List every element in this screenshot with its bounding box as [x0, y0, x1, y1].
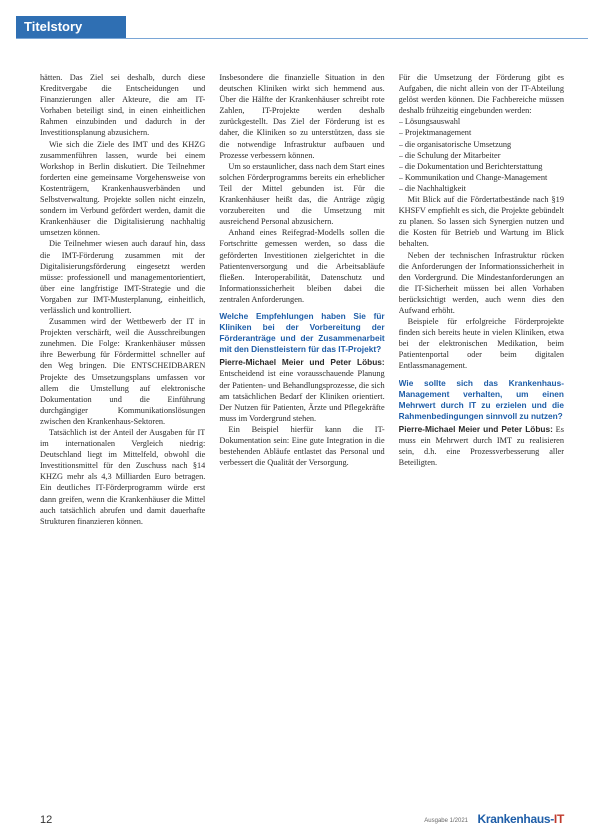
paragraph: Insbesondere die finanzielle Situation in den deutschen Kliniken wirkt sich hemmend aus. Über die Hälfte der Krankenhäuser schreibt rote Zahlen, IT-Projekte werden deshalb zurückgestellt. Das Ziel der Förderung ist es daher, die Kliniken so zu unterstützen, dass sie die notwendige Infrastruktur aufbauen und Prozesse verbessern können. [219, 73, 385, 160]
list-item: – die Dokumentation und Berichterstattung [399, 161, 564, 172]
column-1 [40, 72, 205, 794]
list-item: – Projektmanagement [399, 127, 564, 138]
paragraph: Die Teilnehmer wiesen auch darauf hin, dass die IMT-Förderung zusammen mit der Digitalisierungsförderung eingesetzt werden müsse: professionell und managementorientiert, über eine langfristige IMT-Strategie und die Vorgaben zur IMT-Musterplanung, einheitlich, verlässlich und kontrolliert. [40, 239, 206, 315]
page-number: 12 [40, 814, 53, 826]
paragraph: Beispiele für erfolgreiche Förderprojekte finden sich bereits heute in vielen Kliniken, etwa bei der elektronischen Medikation, beim Patientenportal oder beim digitalen Entlassmanagement. [398, 317, 564, 371]
paragraph: Anhand eines Reifegrad-Modells sollen die Fortschritte gemessen werden, so dass die geförderten Investitionen zielgerichtet in die Patientenversorgung und die Arbeitsabläufe fließen. Interoperabilität, Datenschutz und Informationssicherheit bleiben dabei die zentralen Anforderungen. [219, 228, 385, 304]
list-item: – die Nachhaltigkeit [399, 183, 564, 194]
column-3 [399, 72, 564, 794]
paragraph: Ein Beispiel hierfür kann die IT-Dokumentation sein: Eine gute Integration in die bestehenden Abläufe entlastet das Personal und verbessert die Qualität der Versorgung. [219, 424, 385, 468]
paragraph: Tatsächlich ist der Anteil der Ausgaben für IT im internationalen Vergleich niedrig: Deutschland liegt im Mittelfeld, obwohl die Investitionsmittel für den Zuschuss nach §14 KHZG mehr als 4,3 Milliarden Euro betragen. Ein deutliches IT-Förderprogramm würde erst dann greifen, wenn die Krankenhäuser die Mittel auch tatsächlich abrufen und damit dauerhafte Strukturen finanzieren können. [40, 428, 206, 526]
header-rule [16, 38, 588, 39]
paragraph: Neben der technischen Infrastruktur rücken die Anforderungen der Informationssicherheit in den Vordergrund. Die Mindestanforderungen an die IT-Sicherheit müssen bei allen Vorhaben berücksichtigt werden, auch wenn dies den Aufwand erhöht. [398, 250, 564, 315]
list-item: – Kommunikation und Change-Management [399, 172, 564, 183]
paragraph: Wie sich die Ziele des IMT und des KHZG zusammenführen lassen, wurde bei einem Workshop in Berlin diskutiert. Die Teilnehmer forderten eine gemeinsame Vorgehensweise von Kostenträgern, Krankenhausverbänden und Selbstverwaltung. Projekte sollen nicht einzeln, sondern im Verbund gefördert werden, damit die Krankenhäuser die Digitalisierung nachhaltig umsetzen können. [40, 139, 206, 238]
task-list [399, 116, 564, 194]
magazine-it: IT [553, 812, 564, 826]
magazine-logo [478, 812, 565, 826]
answer-text: Es muss ein Mehrwert durch IMT zu realisieren sein, d.h. eine Prozessverbesserung aller Beteiligten. [398, 424, 564, 468]
list-item: – die organisatorische Umsetzung [399, 139, 564, 150]
column-2 [219, 72, 384, 794]
speaker-name: Pierre-Michael Meier und Peter Löbus: [398, 423, 553, 434]
list-item: – die Schulung der Mitarbeiter [399, 150, 564, 161]
speaker-name: Pierre-Michael Meier und Peter Löbus: [219, 357, 385, 368]
page-footer [40, 812, 564, 832]
magazine-name: Krankenhaus- [477, 812, 554, 826]
article-columns [40, 72, 564, 794]
answer-text: Entscheidend ist eine vorausschauende Planung der Patienten- und Behandlungsprozesse, die sich am tatsächlichen Bedarf der Kliniken orientiert. Der Nutzen für Patienten, Ärzte und Pflegekräfte muss im Vordergrund stehen. [219, 369, 385, 423]
interview-question: Wie sollte sich das Krankenhaus-Management verhalten, um einen Mehrwert durch IT zu erzielen und die Rahmenbedingungen sinnvoll zu nutzen? [398, 377, 564, 421]
section-tab: Titelstory [16, 16, 126, 38]
paragraph: Zusammen wird der Wettbewerb der IT in Projekten verschärft, weil die Ausschreibungen zunehmen. Die Folge: Krankenhäuser müssen ihre Bewerbung für Fördermittel schneller auf den Weg bringen. Die ENTSCHEIDBAREN Projekte des Umsetzungsplans umfassen vor allem die Umstellung auf elektronische Dokumentation und die Einführung durchgängiger Kommunikationslösungen zwischen den Krankenhaus-Sektoren. [40, 317, 206, 426]
interview-answer [219, 357, 384, 424]
issue-label: Ausgabe 1/2021 [424, 818, 468, 824]
paragraph: hätten. Das Ziel sei deshalb, durch diese Kreditvergabe die Entscheidungen und Finanzierungen aller Akteure, die am IT-Vorhaben beteiligt sind, in einen einheitlichen Rahmen einzubinden und dadurch in der Investitionsplanung abzusichern. [40, 73, 206, 138]
paragraph: Um so erstaunlicher, dass nach dem Start eines solchen Förderprogramms bereits ein erheblicher Teil der Mittel gebunden ist. Für die Krankenhäuser heißt das, die Anträge zügig vorzubereiten und die Umsetzung mit ausreichend Personal abzusichern. [219, 161, 385, 227]
paragraph: Mit Blick auf die Fördertatbestände nach §19 KHSFV empfiehlt es sich, die Projekte gebündelt zu planen. So lassen sich Synergien nutzen und die Kosten für Betrieb und Wartung im Blick behalten. [398, 195, 564, 249]
paragraph: Für die Umsetzung der Förderung gibt es Aufgaben, die nicht allein von der IT-Abteilung gelöst werden können. Die Fachbereiche müssen deshalb frühzeitig eingebunden werden: [398, 73, 564, 116]
interview-answer [399, 424, 564, 468]
list-item: – Lösungsauswahl [399, 116, 564, 127]
interview-question: Welche Empfehlungen haben Sie für Kliniken bei der Vorbereitung der Förderanträge und der Zusammenarbeit mit den Dienstleistern für das IT-Projekt? [219, 310, 385, 355]
